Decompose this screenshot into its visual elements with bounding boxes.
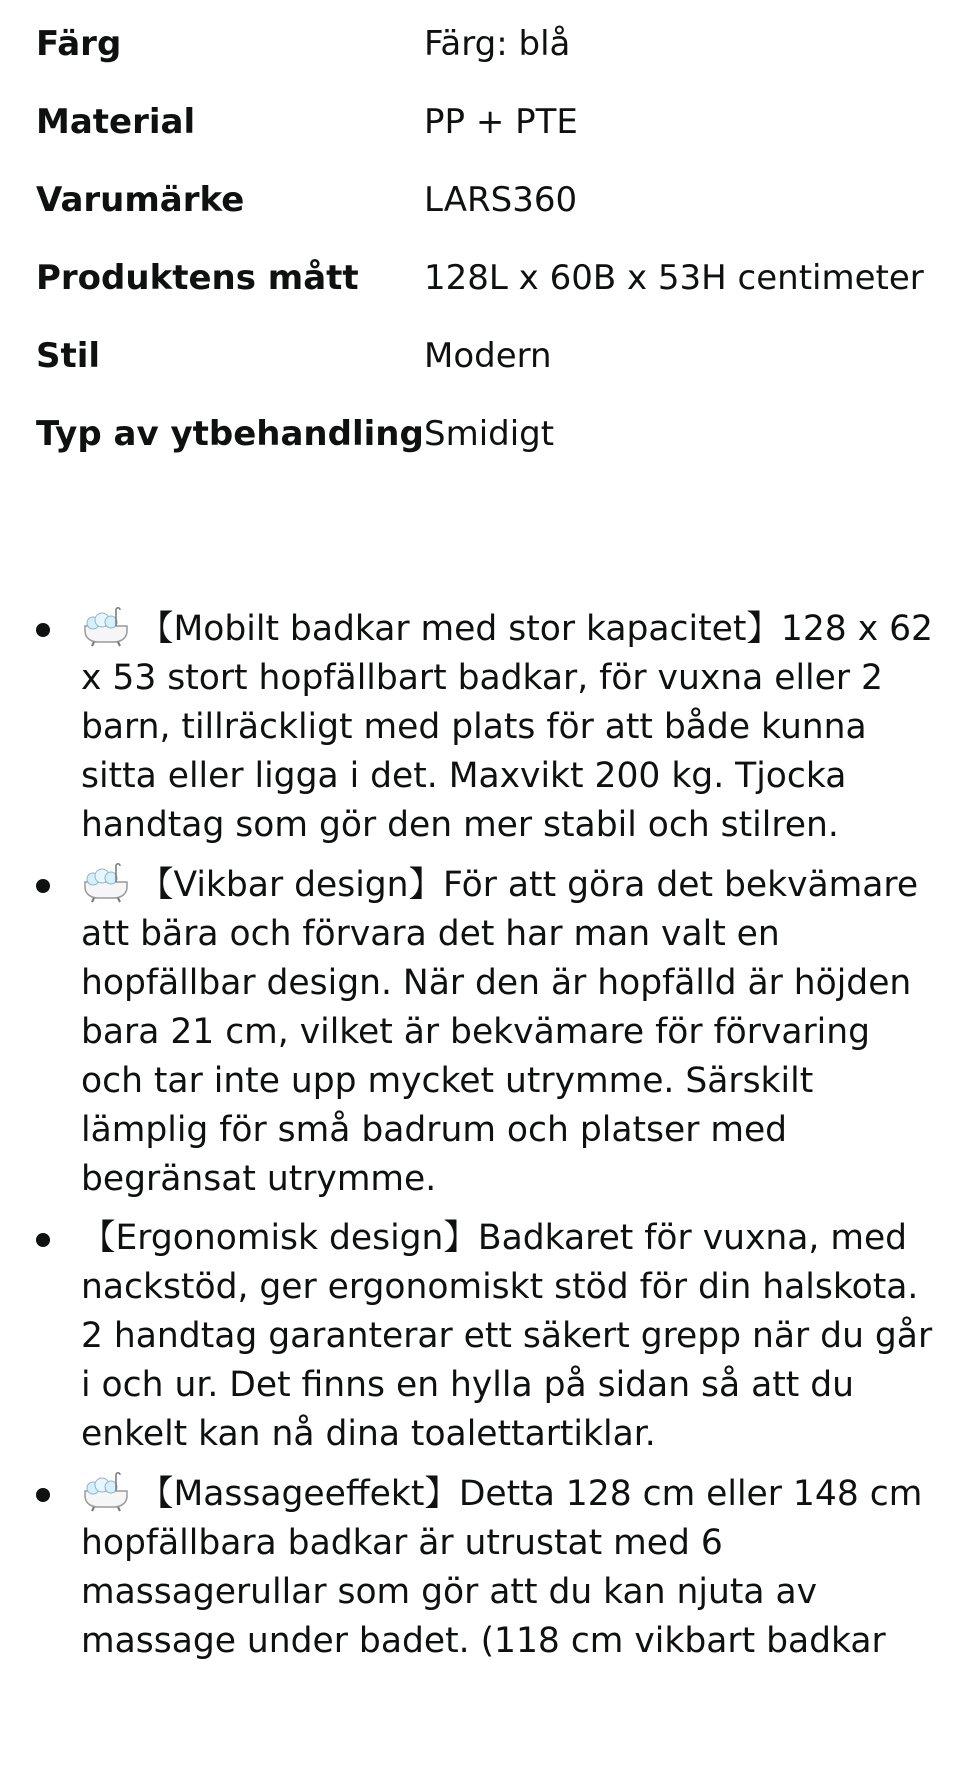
spec-row [36,20,936,68]
spec-key-dimensions: Produktens mått [36,258,359,298]
bathtub-icon [81,604,131,648]
bathtub-icon [81,860,131,904]
bullet-text: 【Mobilt badkar med stor kapacitet】128 x 62 x 53 stort hopfällbart badkar, för vuxna eller 2 barn, tillräckligt med plats för att både kunna sitta eller ligga i det. Maxvikt 200 kg. Tjocka handtag som gör den mer stabil och stilren. [81,609,933,845]
spec-value-style: Modern [424,336,552,376]
spec-key-finish-type: Typ av ytbehandling [36,414,424,454]
bullet-text: 【Vikbar design】För att göra det bekvämare att bära och förvara det har man valt en hopfällbar design. När den är hopfälld är höjden bara 21 cm, vilket är bekvämare för förvaring och tar inte upp mycket utrymme. Särskilt lämplig för små badrum och platser med begränsat utrymme. [81,865,919,1199]
spec-row [36,332,936,380]
bullet-text: 【Massageeffekt】Detta 128 cm eller 148 cm hopfällbara badkar är utrustat med 6 massagerullar som gör att du kan njuta av massage under badet. (118 cm vikbart badkar [81,1474,923,1661]
spec-value-material: PP + PTE [424,102,578,142]
bullet-dot [36,623,50,637]
spec-value-color: Färg: blå [424,24,571,64]
spec-row [36,176,936,224]
bullet-text: 【Ergonomisk design】Badkaret för vuxna, med nackstöd, ger ergonomiskt stöd för din halskota. 2 handtag garanterar ett säkert grepp när du går i och ur. Det finns en hylla på sidan så att du enkelt kan nå dina toalettartiklar. [81,1218,933,1454]
spec-key-brand: Varumärke [36,180,245,220]
list-item [36,1469,940,1666]
spec-key-style: Stil [36,336,101,376]
spec-row [36,254,936,302]
spec-row [36,98,936,146]
spec-value-dimensions: 128L x 60B x 53H centimeter [424,258,924,298]
spec-key-material: Material [36,102,196,142]
bullet-dot [36,1233,50,1247]
product-specs-table [36,20,936,488]
spec-key-color: Färg [36,24,122,64]
spec-value-brand: LARS360 [424,180,578,220]
feature-bullet-list [36,604,940,1676]
bathtub-icon [81,1469,131,1513]
list-item [36,860,940,1204]
list-item [36,1214,940,1459]
spec-value-finish-type: Smidigt [424,414,555,454]
bullet-dot [36,879,50,893]
list-item [36,604,940,850]
spec-row [36,410,936,458]
bullet-dot [36,1488,50,1502]
